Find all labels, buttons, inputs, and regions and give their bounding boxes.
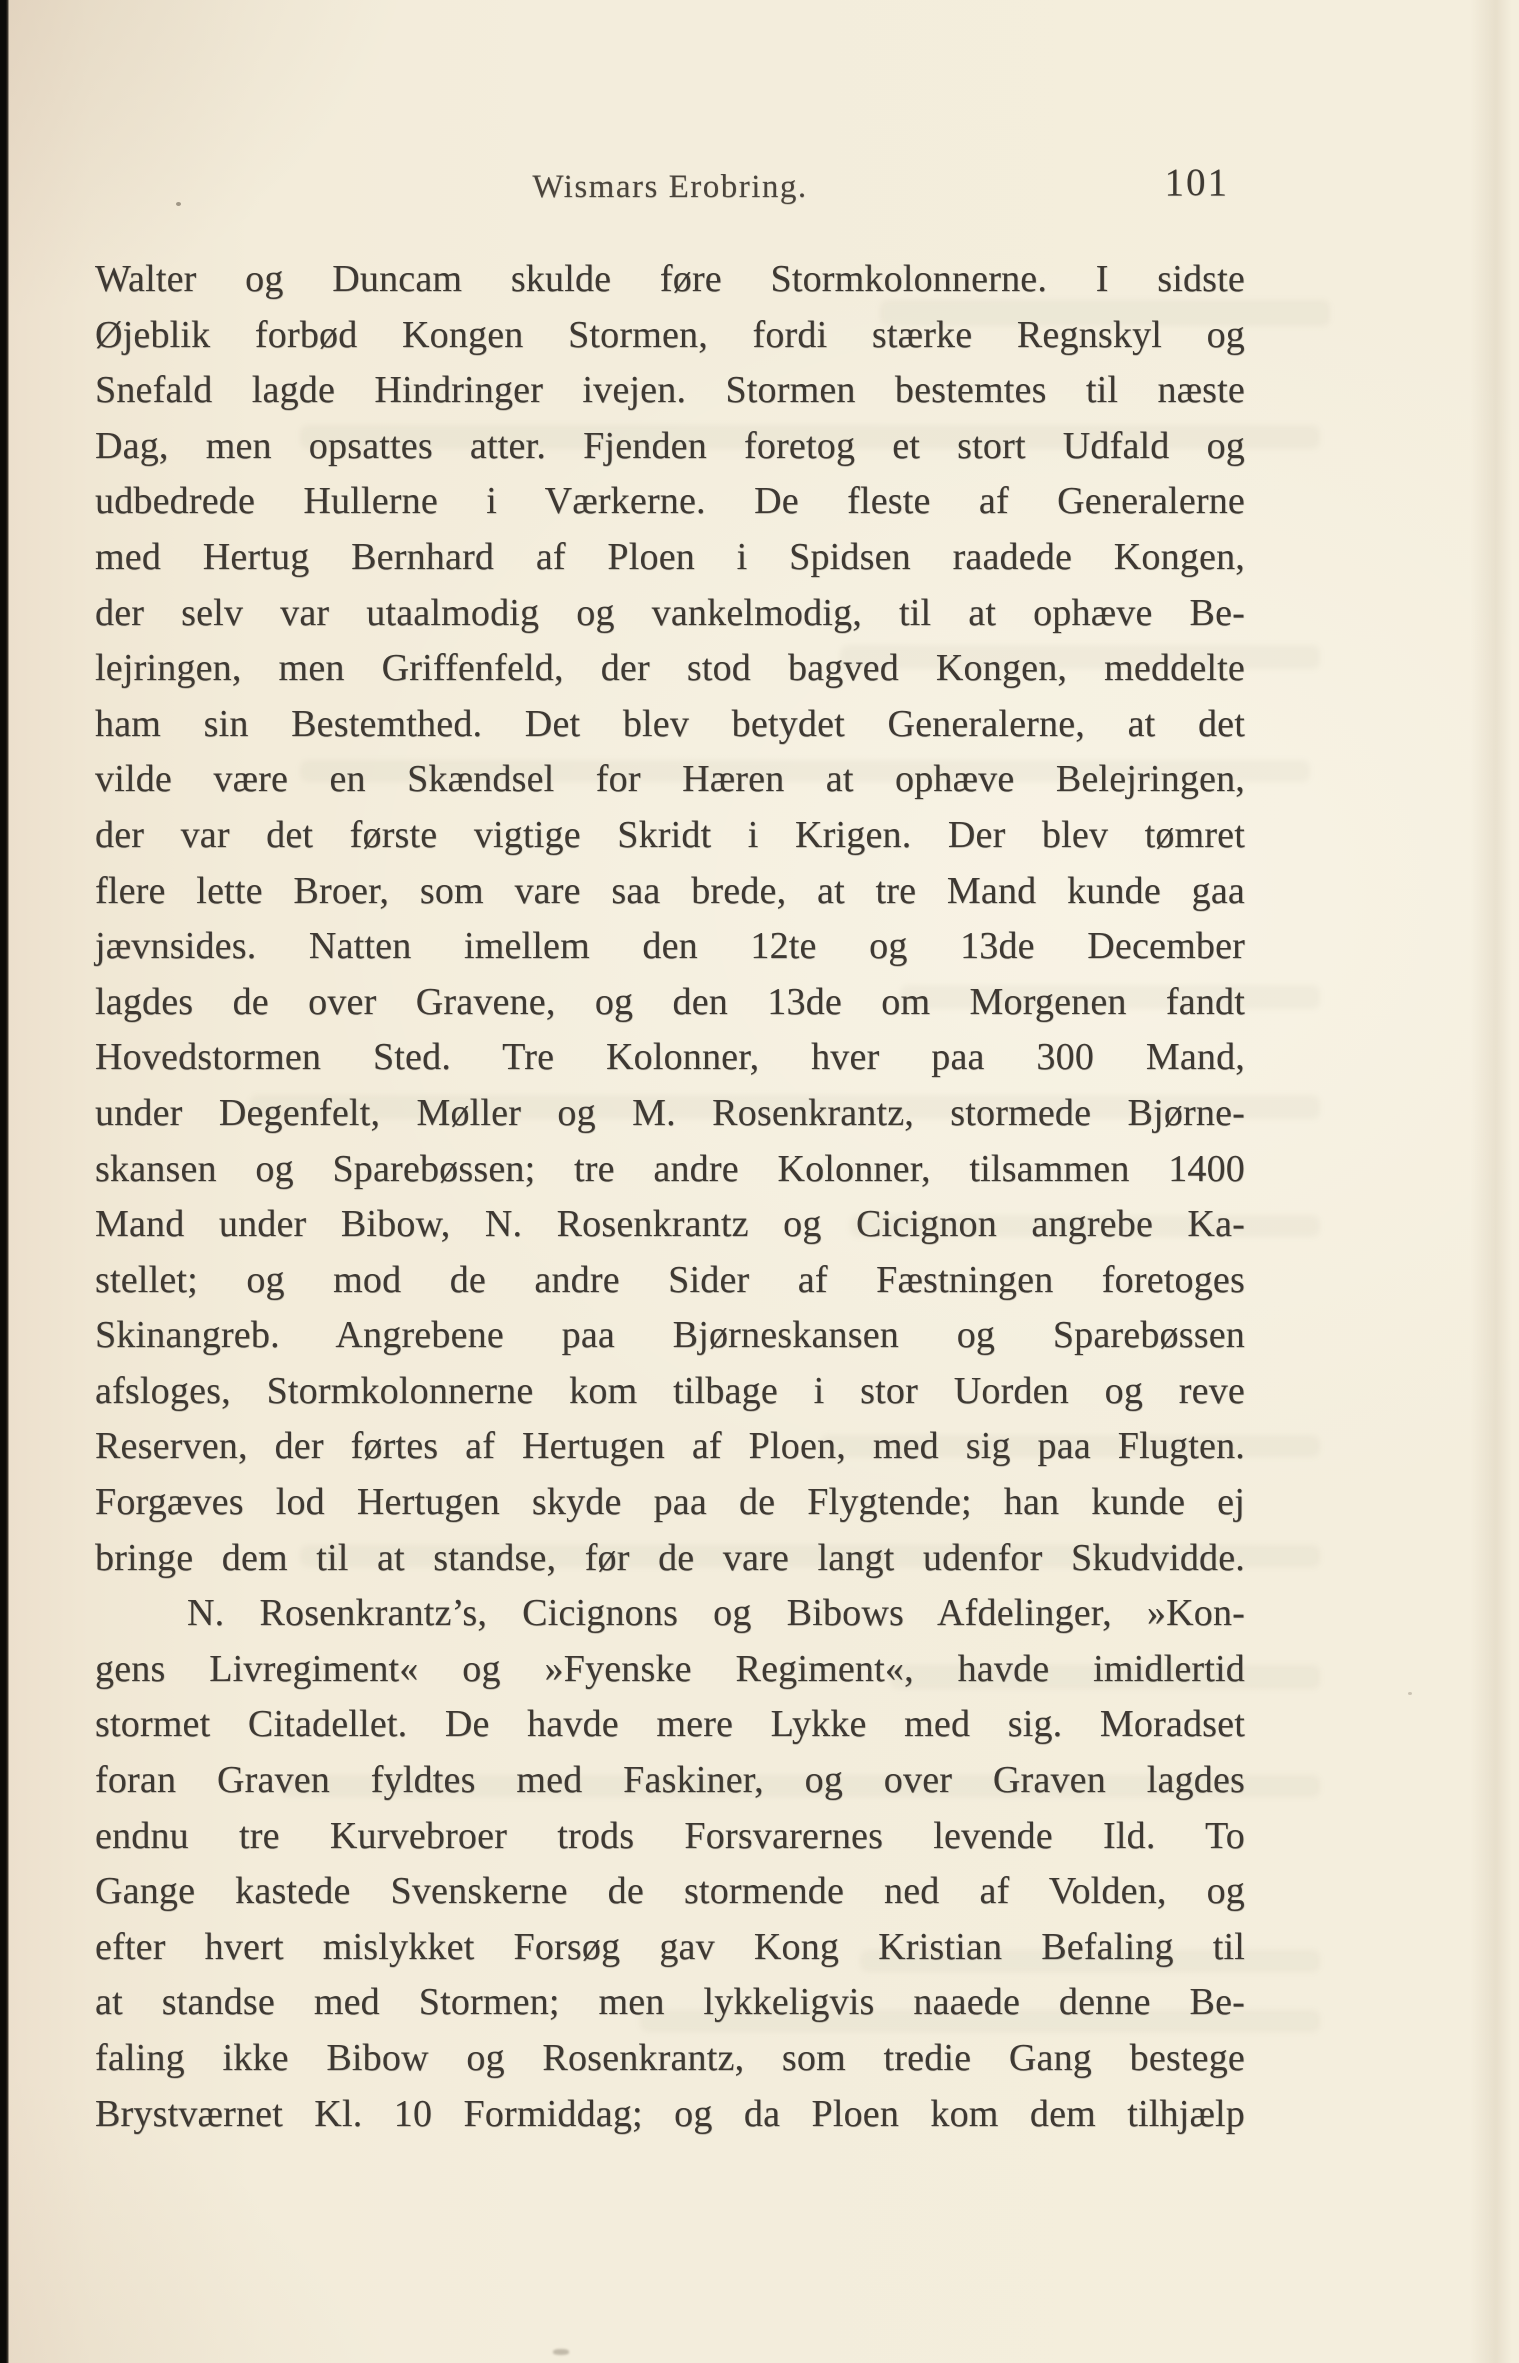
text-line: at standse med Stormen; men lykkeligvis naaede denne Be-	[95, 1981, 1245, 2024]
text-line: foran Graven fyldtes med Faskiner, og over Graven lagdes	[95, 1759, 1245, 1802]
text-line: flere lette Broer, som vare saa brede, at tre Mand kunde gaa	[95, 869, 1245, 912]
text-line: efter hvert mislykket Forsøg gav Kong Kristian Befaling til	[95, 1925, 1245, 1968]
text-line: der selv var utaalmodig og vankelmodig, til at ophæve Be-	[95, 591, 1245, 634]
scan-edge-shadow	[0, 0, 9, 2363]
text-line: faling ikke Bibow og Rosenkrantz, som tredie Gang bestege	[95, 2037, 1245, 2079]
text-line: Brystværnet Kl. 10 Formiddag; og da Ploen kom dem tilhjælp	[95, 2092, 1245, 2135]
text-line: endnu tre Kurvebroer trods Forsvarernes levende Ild. To	[95, 1814, 1245, 1857]
text-line: Mand under Bibow, N. Rosenkrantz og Cicignon angrebe Ka-	[95, 1203, 1245, 1246]
text-block	[95, 252, 1245, 2142]
text-line: N. Rosenkrantz’s, Cicignons og Bibows Afdelinger, »Kon-	[187, 1592, 1245, 1635]
text-line: Skinangreb. Angrebene paa Bjørneskansen og Sparebøssen	[95, 1314, 1245, 1357]
text-line: Forgæves lod Hertugen skyde paa de Flygtende; han kunde ej	[95, 1481, 1245, 1524]
text-line: skansen og Sparebøssen; tre andre Kolonner, tilsammen 1400	[95, 1147, 1245, 1190]
text-line: Hovedstormen Sted. Tre Kolonner, hver paa 300 Mand,	[95, 1036, 1245, 1079]
running-title: Wismars Erobring.	[532, 169, 808, 205]
text-line: udbedrede Hullerne i Værkerne. De fleste af Generalerne	[95, 480, 1245, 523]
text-line: Dag, men opsattes atter. Fjenden foretog et stort Udfald og	[95, 424, 1245, 467]
text-line: stormet Citadellet. De havde mere Lykke med sig. Moradset	[95, 1703, 1245, 1746]
text-line: vilde være en Skændsel for Hæren at ophæve Belejringen,	[95, 758, 1245, 801]
text-line: afsloges, Stormkolonnerne kom tilbage i stor Uorden og reve	[95, 1369, 1245, 1412]
paper-speck	[1408, 1692, 1412, 1695]
text-line: Walter og Duncam skulde føre Stormkolonnerne. I sidste	[95, 258, 1245, 300]
text-line: lejringen, men Griffenfeld, der stod bagved Kongen, meddelte	[95, 647, 1245, 690]
text-line: Øjeblik forbød Kongen Stormen, fordi stærke Regnskyl og	[95, 313, 1245, 356]
text-line: der var det første vigtige Skridt i Krigen. Der blev tømret	[95, 813, 1245, 856]
text-line: Reserven, der førtes af Hertugen af Ploen, med sig paa Flugten.	[95, 1425, 1245, 1468]
page-number: 101	[1164, 161, 1229, 204]
text-line: gens Livregiment« og »Fyenske Regiment«, havde imidlertid	[95, 1647, 1245, 1690]
text-line: jævnsides. Natten imellem den 12te og 13de December	[95, 925, 1245, 968]
paper-speck	[553, 2349, 569, 2355]
text-line: stellet; og mod de andre Sider af Fæstningen foretoges	[95, 1258, 1245, 1301]
text-line: under Degenfelt, Møller og M. Rosenkrantz, stormede Bjørne-	[95, 1091, 1245, 1134]
text-line: lagdes de over Gravene, og den 13de om Morgenen fandt	[95, 980, 1245, 1023]
page-header	[95, 163, 1245, 219]
text-line: Snefald lagde Hindringer ivejen. Stormen bestemtes til næste	[95, 369, 1245, 412]
text-line: med Hertug Bernhard af Ploen i Spidsen raadede Kongen,	[95, 535, 1245, 578]
text-line: Gange kastede Svenskerne de stormende ned af Volden, og	[95, 1870, 1245, 1913]
text-line: bringe dem til at standse, før de vare langt udenfor Skudvidde.	[95, 1536, 1245, 1579]
text-line: ham sin Bestemthed. Det blev betydet Generalerne, at det	[95, 702, 1245, 745]
